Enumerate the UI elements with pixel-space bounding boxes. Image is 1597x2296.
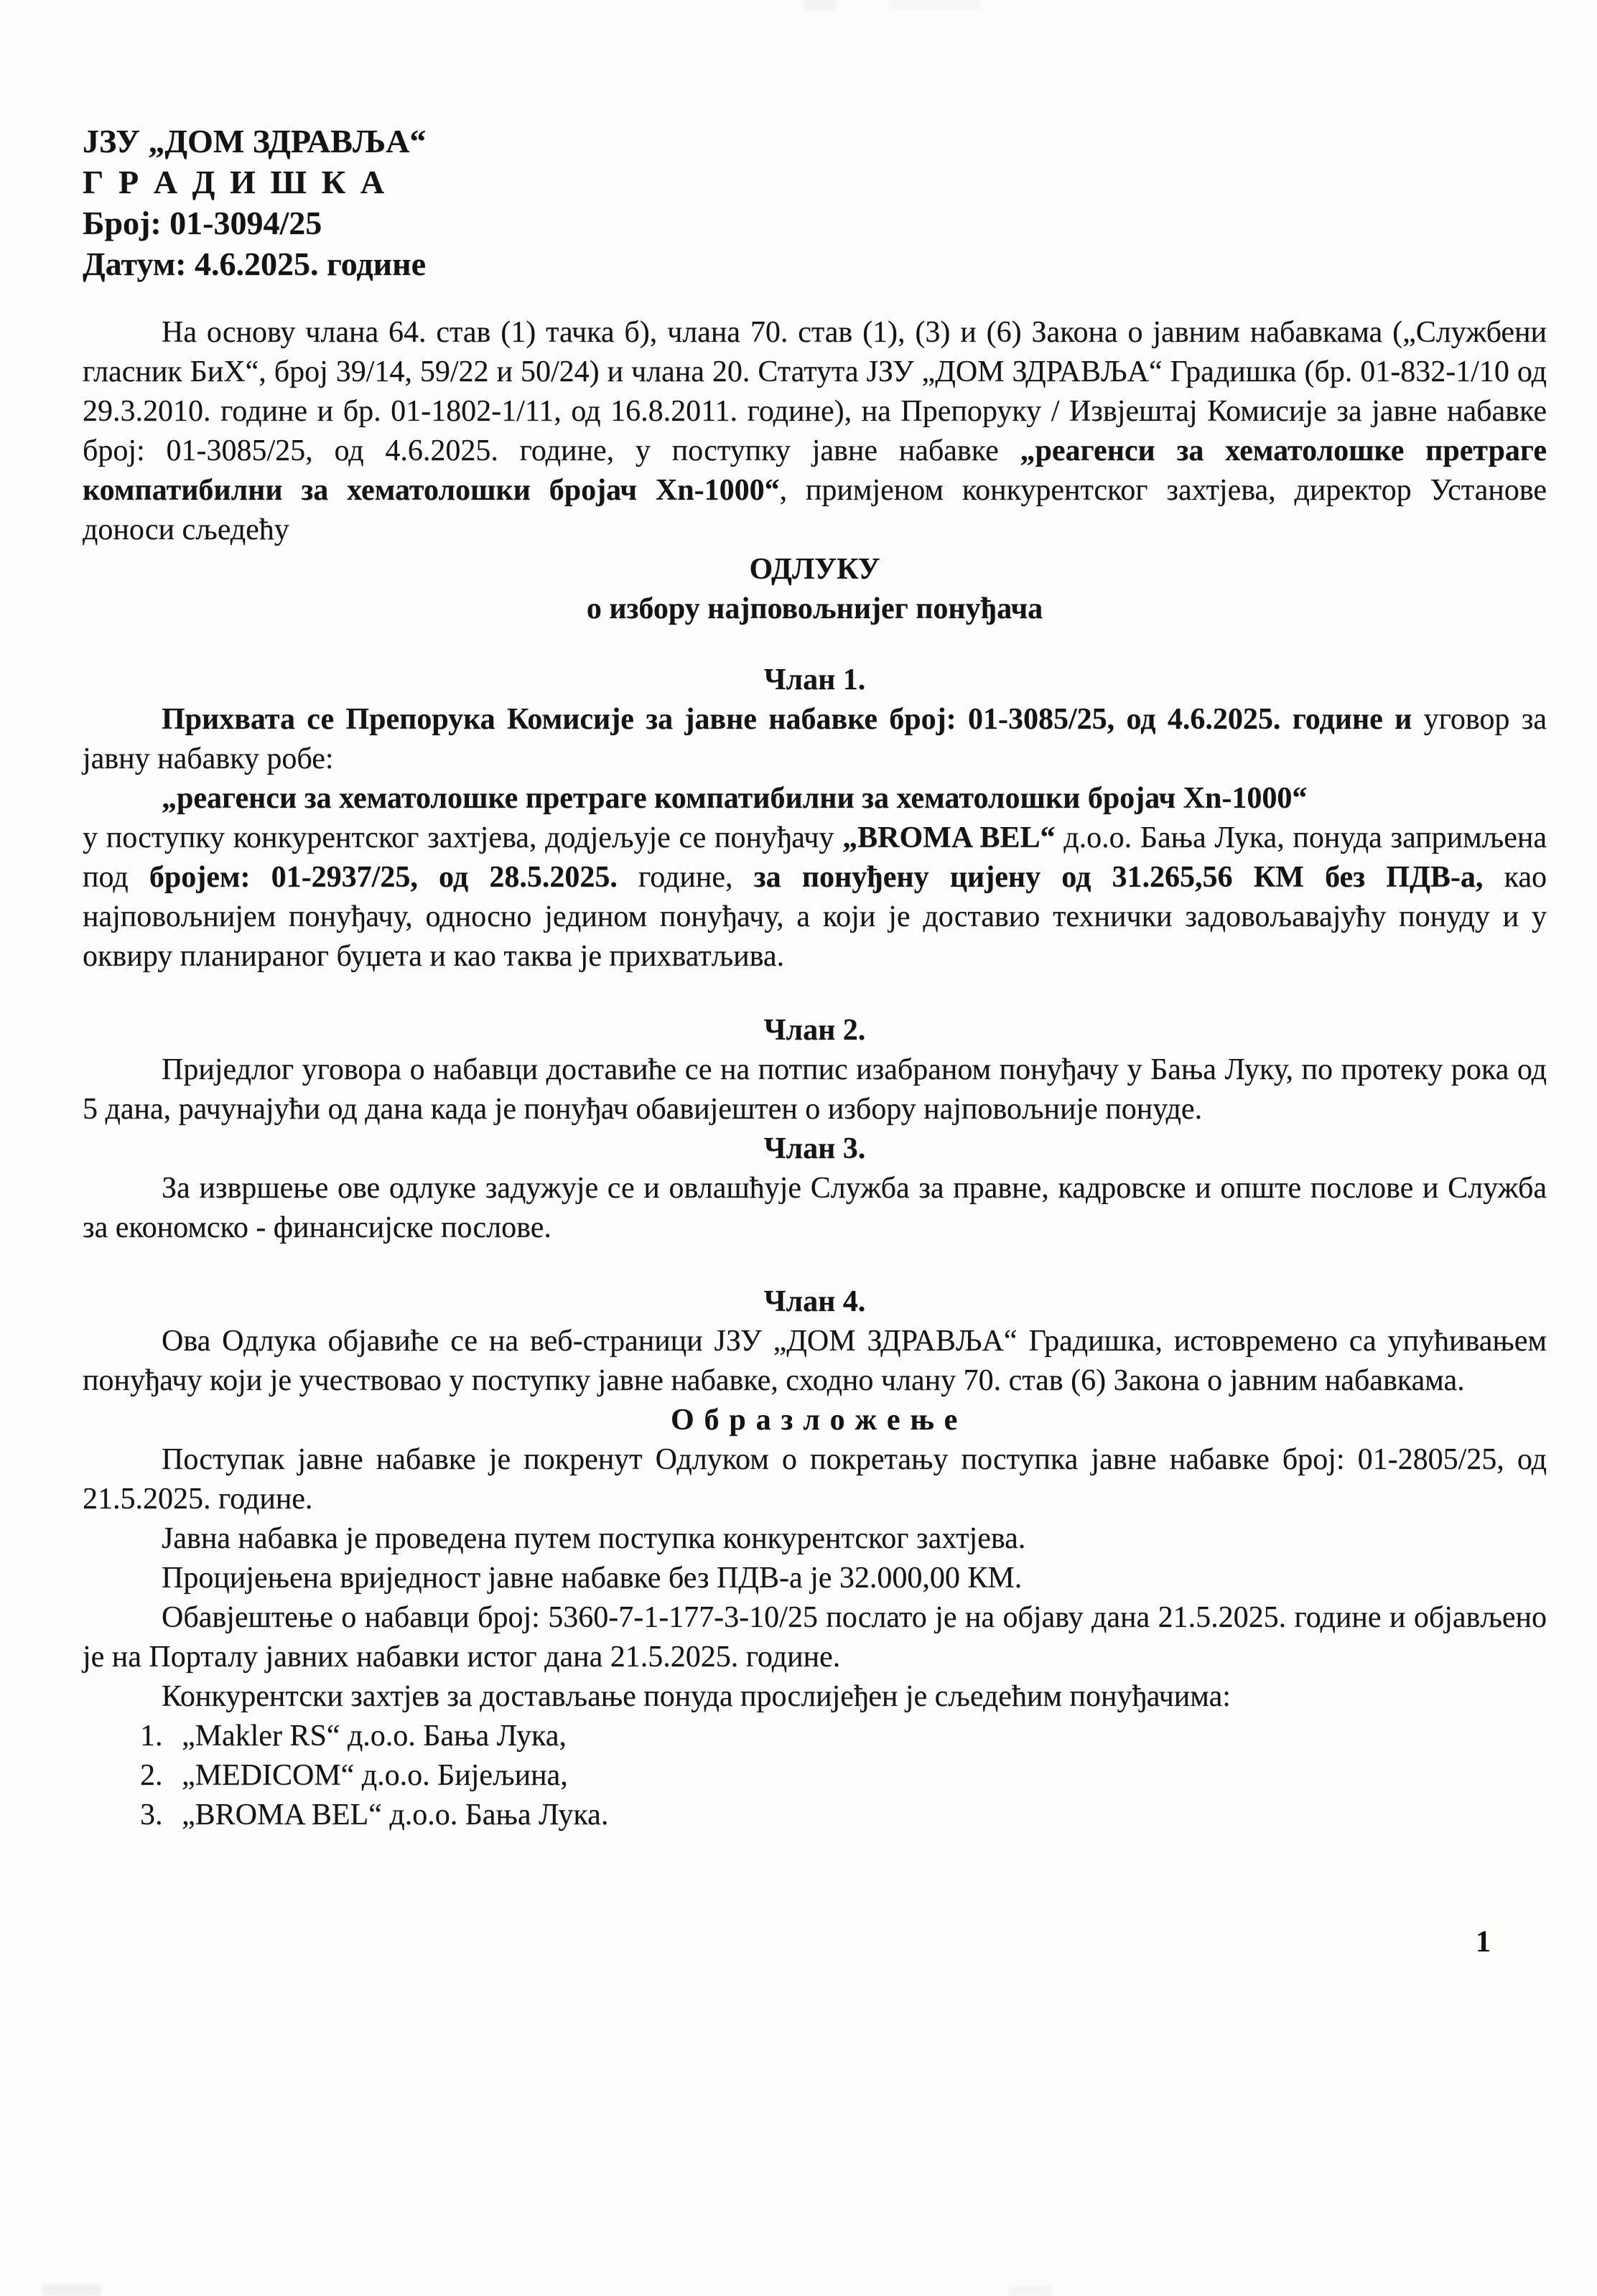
winning-bidder-name: „BROMA BEL“ [842,821,1056,854]
bidder-number: 3. [140,1798,163,1831]
scan-artifact [803,0,837,10]
preamble-paragraph [83,313,1547,550]
bidder-name: „Makler RS“ д.о.о. Бања Лука, [182,1719,567,1753]
article-3-heading: Члан 3. [763,1132,866,1165]
article-4 [83,1282,1547,1401]
org-name-line1: ЈЗУ „ДОМ ЗДРАВЉА“ [83,123,427,159]
article-2 [83,1011,1547,1129]
award-text: у поступку конкурентског захтјева, додјељује се понуђачу [83,821,843,854]
decision-title [83,550,1547,629]
bidder-name: „MEDICOM“ д.о.о. Бијељина, [182,1759,568,1792]
rationale-paragraph-5: Конкурентски захтјев за достављање понуда прослијеђен је сљедећим понуђачима: [162,1680,1231,1713]
article-3 [83,1129,1547,1248]
decision-title-line2: о избору најповољнијег понуђача [586,592,1043,625]
preamble-text-tail: , примјеном конкурентског захтјева, директор Установе доноси сљедећу [83,474,1547,546]
bidder-row [140,1796,1547,1835]
bidder-number: 2. [140,1759,163,1792]
scan-artifact [42,2285,102,2296]
rationale-paragraph-2: Јавна набавка је проведена путем поступка конкурентског захтјева. [162,1522,1026,1555]
article-4-paragraph: Ова Одлука објавиће се на веб-страници ЈЗУ „ДОМ ЗДРАВЉА“ Градишка, истовремено са упућивањем понуђачу који је учествовао у поступку јавне набавке, сходно члану 70. став (6) Закона о јавним набавкама. [83,1325,1547,1397]
bidder-name: „BROMA BEL“ д.о.о. Бања Лука. [182,1798,609,1831]
bidder-number: 1. [140,1719,163,1753]
recommendation-accepted-text: Прихвата се Препорука Комисије за јавне набавке број: 01-3085/25, од 4.6.2025. године и [162,703,1412,736]
offer-number: бројем: 01-2937/25, од 28.5.2025. [149,861,618,894]
procurement-subject-repeat: „реагенси за хематолошке претраге компатибилни за хематолошки бројач Xn-1000“ [162,782,1308,815]
scan-artifact [1008,2286,1053,2296]
bidder-location-text: д.о.о. Бања Лука, понуда запримљена под [83,821,1547,894]
article-2-heading: Члан 2. [763,1014,866,1047]
page-number: 1 [1476,1926,1491,1959]
year-text: године, [617,861,754,894]
rationale-paragraph-4: Обавјештење о набавци број: 5360-7-1-177-3-10/25 послато је на објаву дана 21.5.2025. године и објављено је на Порталу јавних набавки истог дана 21.5.2025. године. [83,1601,1547,1674]
bidder-row [140,1717,1547,1756]
rationale-heading: О б р а з л о ж е њ е [671,1404,959,1437]
rationale-paragraph-1: Поступак јавне набавке је покренут Одлуком о покретању поступка јавне набавке број: 01-2805/25, од 21.5.2025. године. [83,1443,1547,1516]
rationale-paragraph-3: Процијењена вриједност јавне набавке без ПДВ-а је 32.000,00 КМ. [162,1562,1023,1595]
letterhead [83,121,1547,284]
scan-artifact [889,0,981,10]
article-2-paragraph: Приједлог уговора о набавци доставиће се на потпис изабраном понуђачу у Бања Луку, по протеку рока од 5 дана, рачунајући од дана када је понуђач обавијештен о избору најповољније понуде. [83,1053,1547,1126]
article-1-paragraph-1 [83,700,1547,779]
org-name-line2: Г Р А Д И Ш К А [83,164,388,200]
offer-price: за понуђену цијену од 31.265,56 КМ без ПДВ-а, [753,861,1484,894]
acceptance-text: као најповољнијем понуђачу, односно једином понуђачу, а који је доставио технички задовољавајућу понуду и у оквиру планираног буџета и као таква је прихватљива. [83,861,1547,973]
contract-text: уговор за јавну набавку робе: [83,703,1547,775]
procurement-subject: „реагенси за хематолошке претраге компатибилни за хематолошки бројач Xn-1000“ [83,434,1547,507]
article-4-heading: Члан 4. [763,1285,866,1318]
doc-number: Број: 01-3094/25 [83,205,322,241]
preamble-text: На основу члана 64. став (1) тачка б), члана 70. став (1), (3) и (6) Закона о јавним набавкама („Службени гласник БиХ“, број 39/14, 59/22 и 50/24) и члана 20. Статута ЈЗУ „ДОМ ЗДРАВЉА“ Градишка (бр. 01-832-1/10 од 29.3.2010. године и бр. 01-1802-1/11, од 16.8.2011. године), на Препоруку / Извјештај Комисије за јавне набавке број: 01-3085/25, од 4.6.2025. године, у поступку јавне набавке [83,316,1547,467]
bidders-list [140,1717,1547,1835]
decision-title-line1: ОДЛУКУ [749,553,880,586]
article-1-paragraph-2 [83,779,1547,818]
article-1-heading: Члан 1. [763,663,866,696]
article-1-paragraph-3 [83,818,1547,976]
rationale [83,1401,1547,1835]
doc-date: Датум: 4.6.2025. године [83,246,427,282]
article-3-paragraph: За извршење ове одлуке задужује се и овлашћује Служба за правне, кадровске и опште послове и Служба за економско - финансијске послове. [83,1172,1547,1244]
bidder-row [140,1756,1547,1796]
article-1 [83,661,1547,976]
